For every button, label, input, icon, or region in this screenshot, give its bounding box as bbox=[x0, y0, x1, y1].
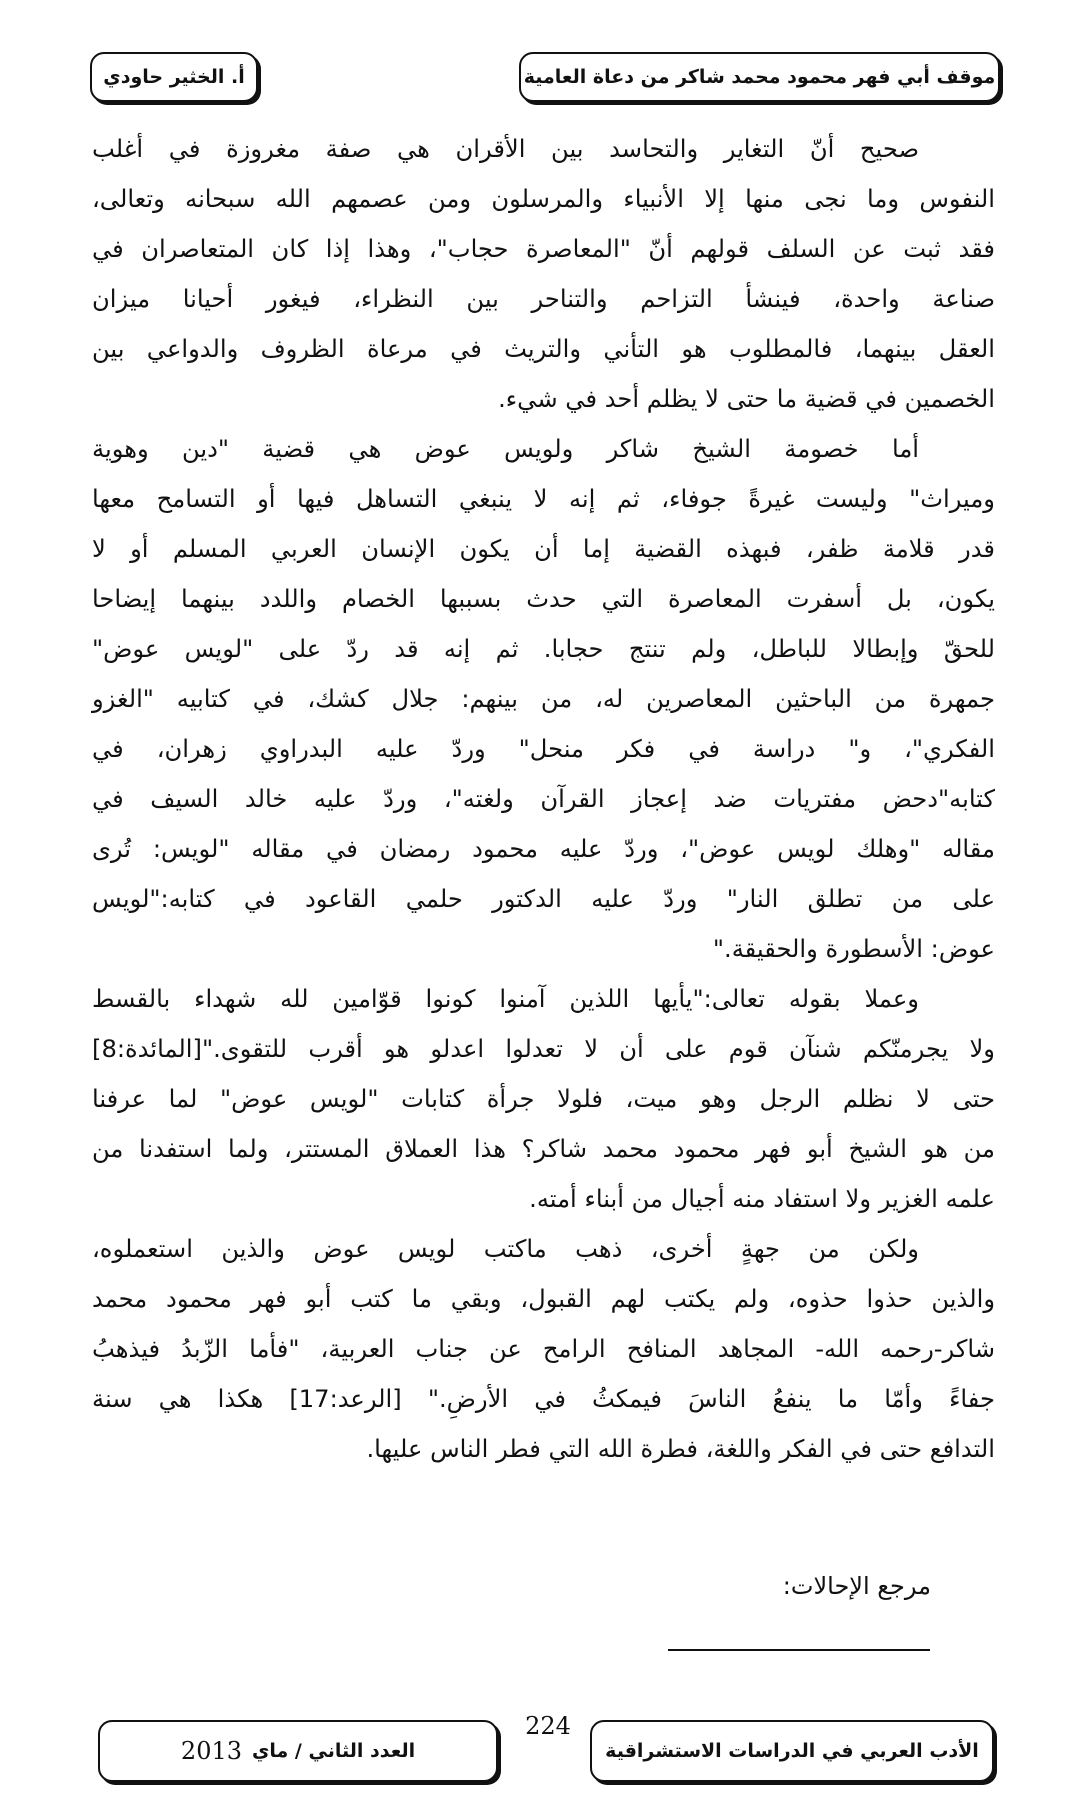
text-line: مقاله "وهلك لويس عوض"، وردّ عليه محمود رمضان في مقاله "لويس: تُرى bbox=[92, 835, 995, 863]
text-line: الفكري"، و" دراسة في فكر منحل" وردّ عليه البدراوي زهران، في bbox=[92, 735, 995, 763]
text-line: جمهرة من الباحثين المعاصرين له، من بينهم: جلال كشك، في كتابيه "الغزو bbox=[92, 685, 995, 713]
issue-label: العدد الثاني / ماي bbox=[252, 1740, 416, 1762]
text-line: على من تطلق النار" وردّ عليه الدكتور حلمي القاعود في كتابه:"لويس bbox=[92, 885, 995, 913]
author-name: أ. الخثير حاودي bbox=[103, 66, 245, 88]
text-line: ولكن من جهةٍ أخرى، ذهب ماكتب لويس عوض والذين استعملوه، bbox=[92, 1235, 919, 1263]
text-line: فقد ثبت عن السلف قولهم أنّ "المعاصرة حجاب"، وهذا إذا كان المتعاصران في bbox=[92, 235, 995, 263]
text-line: صحيح أنّ التغاير والتحاسد بين الأقران هي صفة مغروزة في أغلب bbox=[92, 135, 919, 163]
text-line: علمه الغزير ولا استفاد منه أجيال من أبناء أمته. bbox=[529, 1185, 995, 1213]
text-line: كتابه"دحض مفتريات ضد إعجاز القرآن ولغته"، وردّ عليه خالد السيف في bbox=[92, 785, 995, 813]
references-heading: مرجع الإحالات: bbox=[782, 1572, 931, 1600]
text-line: الخصمين في قضية ما حتى لا يظلم أحد في شيء. bbox=[498, 385, 995, 413]
text-line: النفوس وما نجى منها إلا الأنبياء والمرسلون ومن عصمهم الله سبحانه وتعالى، bbox=[92, 185, 995, 213]
text-line: عوض: الأسطورة والحقيقة." bbox=[712, 935, 995, 963]
text-line: وميراث" وليست غيرةً جوفاء، ثم إنه لا ينبغي التساهل فيها أو التسامح معها bbox=[92, 485, 995, 513]
text-line: ولا يجرمنّكم شنآن قوم على أن لا تعدلوا اعدلو هو أقرب للتقوى."[المائدة:8] bbox=[92, 1035, 995, 1063]
author-box bbox=[90, 52, 258, 102]
text-line: يكون، بل أسفرت المعاصرة التي حدث بسببها الخصام واللدد بينهما إيضاحا bbox=[92, 585, 995, 613]
page-number: 224 bbox=[525, 1712, 571, 1740]
text-line: قدر قلامة ظفر، فبهذه القضية إما أن يكون الإنسان العربي المسلم أو لا bbox=[92, 535, 995, 563]
article-title: موقف أبي فهر محمود محمد شاكر من دعاة العامية bbox=[523, 66, 996, 88]
article-title-box bbox=[519, 52, 1000, 102]
text-line: وعملا بقوله تعالى:"يأيها اللذين آمنوا كونوا قوّامين لله شهداء بالقسط bbox=[92, 985, 919, 1013]
issue-year: 2013 bbox=[180, 1737, 242, 1765]
journal-name: الأدب العربي في الدراسات الاستشراقية bbox=[605, 1740, 979, 1762]
article-body bbox=[92, 124, 995, 1474]
text-line: العقل بينهما، فالمطلوب هو التأني والتريث في مرعاة الظروف والدواعي بين bbox=[92, 335, 995, 363]
text-line: جفاءً وأمّا ما ينفعُ الناسَ فيمكثُ في الأرضِ." [الرعد:17] هكذا هي سنة bbox=[92, 1385, 995, 1413]
text-line: للحقّ وإبطالا للباطل، ولم تنتج حجابا. ثم إنه قد ردّ على "لويس عوض" bbox=[92, 635, 995, 663]
paragraph-3 bbox=[92, 974, 995, 1224]
paragraph-1 bbox=[92, 124, 995, 424]
text-line: من هو الشيخ أبو فهر محمود محمد شاكر؟ هذا العملاق المستتر، ولما استفدنا من bbox=[92, 1135, 995, 1163]
paragraph-4 bbox=[92, 1224, 995, 1474]
text-line: شاكر-رحمه الله- المجاهد المنافح الرامح عن جناب العربية، "فأما الزّبدُ فيذهبُ bbox=[92, 1335, 995, 1363]
issue-box bbox=[98, 1720, 498, 1782]
references-divider bbox=[668, 1649, 930, 1651]
text-line: صناعة واحدة، فينشأ التزاحم والتناحر بين النظراء، فيغور أحيانا ميزان bbox=[92, 285, 995, 313]
text-line: حتى لا نظلم الرجل وهو ميت، فلولا جرأة كتابات "لويس عوض" لما عرفنا bbox=[92, 1085, 995, 1113]
journal-name-box bbox=[590, 1720, 994, 1782]
paragraph-2 bbox=[92, 424, 995, 974]
text-line: التدافع حتى في الفكر واللغة، فطرة الله التي فطر الناس عليها. bbox=[366, 1435, 995, 1463]
text-line: والذين حذوا حذوه، ولم يكتب لهم القبول، وبقي ما كتب أبو فهر محمود محمد bbox=[92, 1285, 995, 1313]
text-line: أما خصومة الشيخ شاكر ولويس عوض هي قضية "دين وهوية bbox=[92, 435, 919, 463]
